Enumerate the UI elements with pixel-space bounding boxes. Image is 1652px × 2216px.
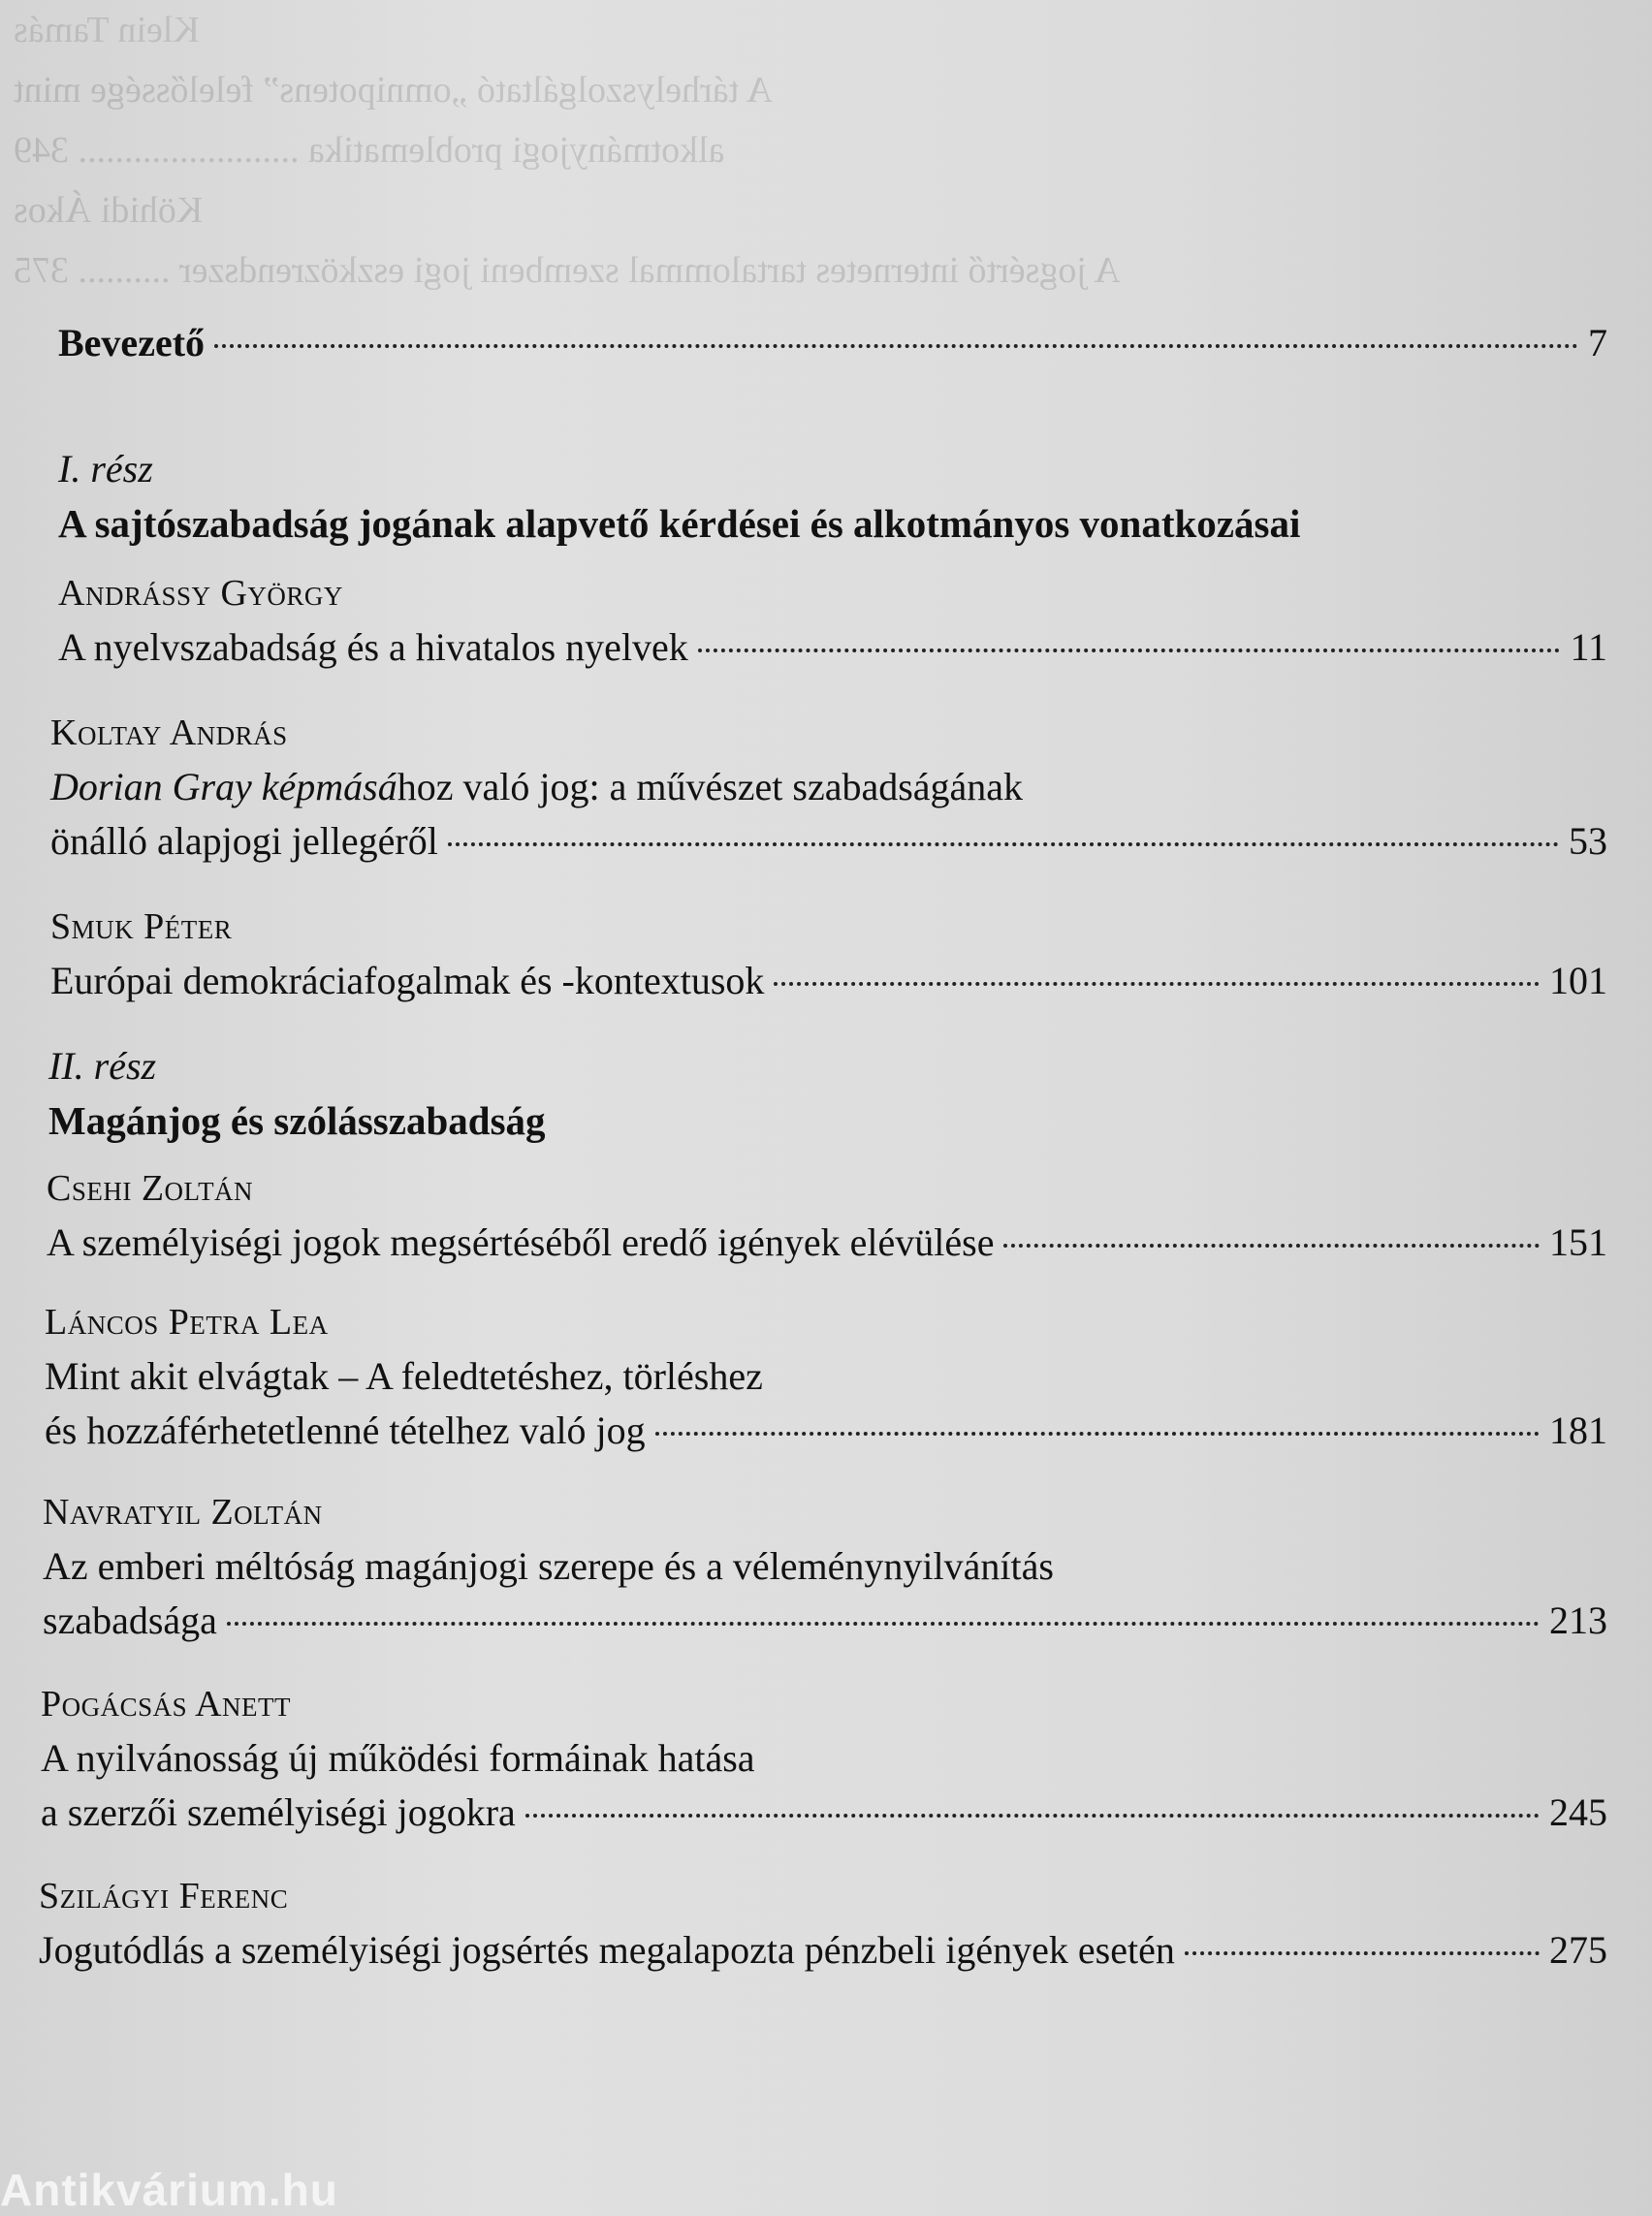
toc-entry — [50, 905, 1607, 1012]
ghost-line: A jogsértő internetes tartalommal szembeni jogi eszközrendszer .......... 375 — [14, 250, 1121, 291]
author-name: Láncos Petra Lea — [45, 1302, 329, 1343]
leader-dots — [448, 842, 1559, 846]
leader-dots — [214, 344, 1578, 348]
author-name: Smuk Péter — [50, 906, 233, 947]
author-name: Navratyil Zoltán — [43, 1492, 323, 1533]
entry-title: A személyiségi jogok megsértéséből eredő igények elévülése — [47, 1220, 995, 1264]
leader-dots — [525, 1814, 1540, 1818]
entry-title-cont: szabadsága — [43, 1599, 217, 1642]
page-number: 181 — [1549, 1409, 1607, 1452]
toc-entry — [47, 1167, 1607, 1274]
toc-entry — [43, 1491, 1607, 1652]
site-watermark: Antikvárium.hu — [0, 2165, 338, 2215]
ghost-line: Klein Tamás — [14, 10, 200, 50]
toc-entry-intro — [58, 320, 1607, 374]
part-heading — [48, 1043, 1607, 1154]
ghost-line: alkotmányjogi problematika ........................ 349 — [14, 130, 725, 171]
page-number: 7 — [1588, 321, 1607, 364]
show-through-text — [14, 0, 1613, 291]
leader-dots — [774, 982, 1540, 986]
entry-title: Az emberi méltóság magánjogi szerepe és a véleménynyilvánítás — [43, 1544, 1054, 1588]
part-title: A sajtószabadság jogának alapvető kérdései és alkotmányos vonatkozásai — [58, 501, 1301, 546]
page-number: 213 — [1549, 1599, 1607, 1642]
page-number: 275 — [1549, 1928, 1607, 1972]
entry-title: Európai demokráciafogalmak és -kontextusok — [50, 959, 765, 1002]
author-name: Csehi Zoltán — [47, 1168, 254, 1209]
page-number: 11 — [1570, 625, 1607, 669]
part-label: I. rész — [58, 447, 153, 491]
ghost-line: Köhidi Ákos — [14, 190, 204, 231]
toc-entry — [50, 712, 1607, 872]
author-name: Pogácsás Anett — [41, 1684, 291, 1725]
author-name: Szilágyi Ferenc — [39, 1876, 289, 1916]
entry-title: Bevezető — [58, 321, 206, 364]
leader-dots — [655, 1432, 1540, 1436]
entry-title-cont: önálló alapjogi jellegéről — [50, 819, 438, 863]
page-number: 101 — [1549, 959, 1607, 1002]
entry-title-cont: a szerzői személyiségi jogokra — [41, 1790, 516, 1834]
entry-title: A nyelvszabadság és a hivatalos nyelvek — [58, 625, 688, 669]
entry-title-italic: Dorian Gray képmásá — [50, 765, 397, 808]
toc-entry — [39, 1875, 1607, 1981]
page-number: 151 — [1549, 1220, 1607, 1264]
toc-entry — [41, 1683, 1607, 1844]
entry-title: Jogutódlás a személyiségi jogsértés megalapozta pénzbeli igények esetén — [39, 1928, 1175, 1972]
entry-title-cont: és hozzáférhetetlenné tételhez való jog — [45, 1409, 646, 1452]
entry-title: hoz való jog: a művészet szabadságának — [397, 765, 1024, 808]
leader-dots — [1003, 1244, 1540, 1248]
author-name: Koltay András — [50, 712, 288, 753]
toc-entry — [58, 572, 1607, 679]
part-title: Magánjog és szólásszabadság — [48, 1098, 546, 1143]
page-number: 245 — [1549, 1790, 1607, 1834]
entry-title: Mint akit elvágtak – A feledtetéshez, törléshez — [45, 1354, 763, 1398]
author-name: Andrássy György — [58, 573, 343, 614]
toc-entry — [45, 1301, 1607, 1462]
page-number: 53 — [1569, 819, 1607, 863]
part-label: II. rész — [48, 1044, 157, 1088]
leader-dots — [1185, 1951, 1540, 1955]
entry-title: A nyilvánosság új működési formáinak hatása — [41, 1736, 755, 1780]
part-heading — [58, 446, 1607, 556]
leader-dots — [698, 649, 1561, 652]
leader-dots — [227, 1622, 1540, 1626]
ghost-line: A tárhelyszolgáltató „omnipotens” felelőssége mint — [14, 70, 774, 111]
